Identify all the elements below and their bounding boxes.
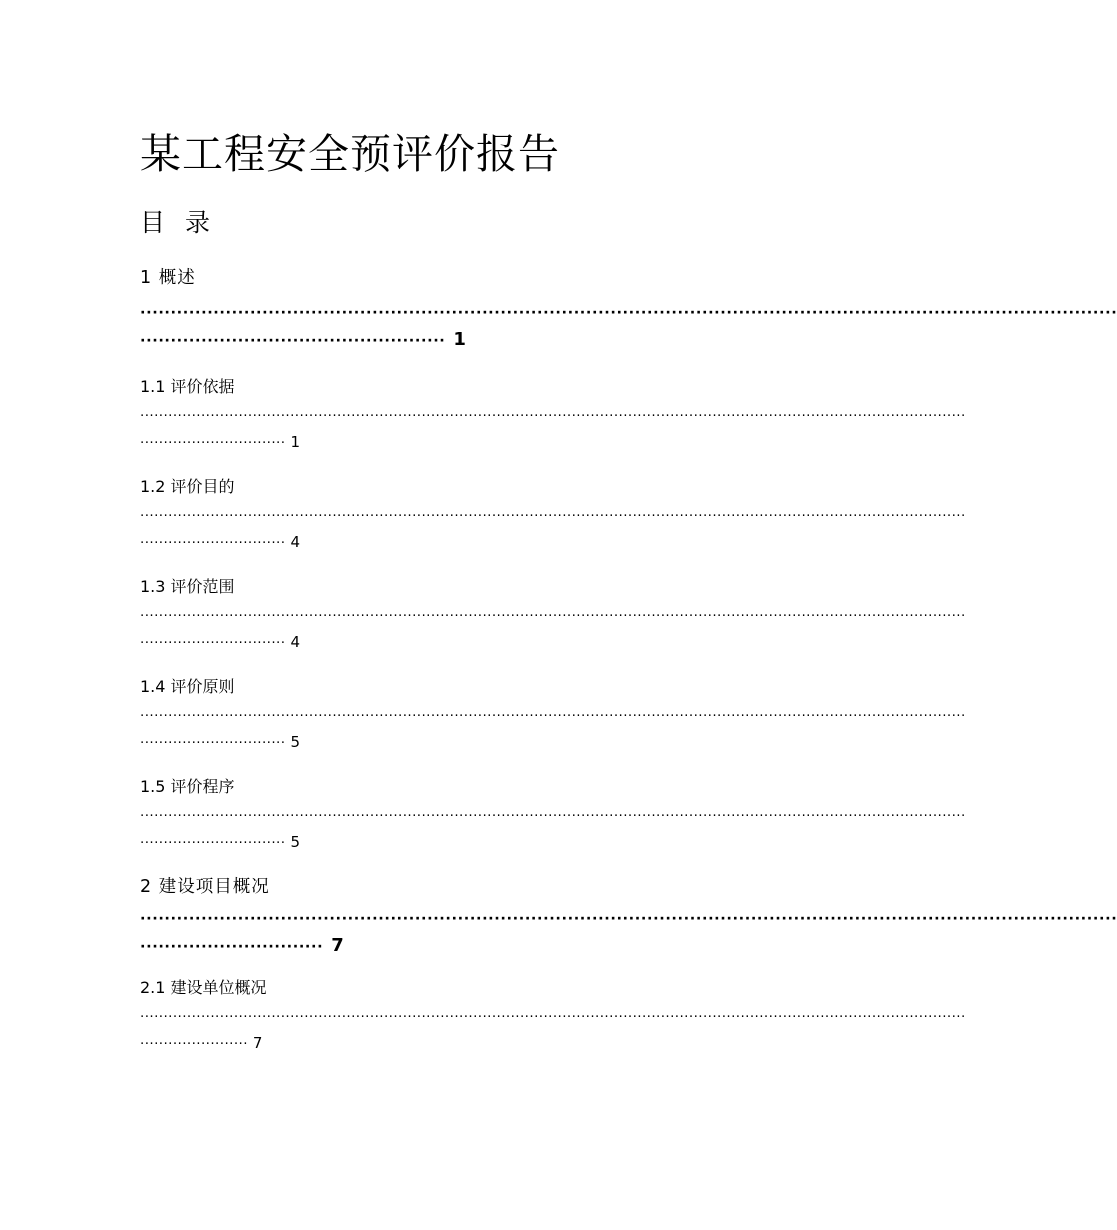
toc-entry[interactable] bbox=[140, 776, 966, 853]
toc-page-number: 4 bbox=[290, 633, 300, 651]
toc-page-number: 1 bbox=[290, 433, 300, 451]
leader-dots: ················································································································································································ bbox=[140, 508, 966, 524]
leader-dots-tail: ······························· 4 bbox=[140, 633, 300, 651]
leader-dots: ································································································································································ bbox=[140, 305, 1117, 321]
leader-dots-tail: ······························· 5 bbox=[140, 733, 300, 751]
leader-dots: ················································································································································································ bbox=[140, 408, 966, 424]
toc-entry-title[interactable]: 1.5 评价程序 bbox=[140, 777, 235, 796]
toc-page-number: 5 bbox=[290, 733, 300, 751]
leader-dots: ················································································································································································ bbox=[140, 708, 966, 724]
toc-entry-title[interactable]: 1.2 评价目的 bbox=[140, 477, 235, 496]
leader-dots-tail: ······························ 7 bbox=[140, 935, 344, 956]
toc-entry[interactable] bbox=[140, 676, 966, 753]
toc-page-number: 1 bbox=[453, 329, 466, 350]
toc-page-number: 7 bbox=[252, 1034, 263, 1052]
leader-dots-tail: ·················································· 1 bbox=[140, 329, 466, 350]
toc-entry-title[interactable]: 2.1 建设单位概况 bbox=[140, 978, 267, 997]
leader-dots: ································································································································································ bbox=[140, 911, 1117, 927]
toc-entry-title[interactable]: 1.4 评价原则 bbox=[140, 677, 235, 696]
leader-dots: ················································································································································································ bbox=[140, 1009, 966, 1025]
leader-dots-tail: ······················· 7 bbox=[140, 1034, 263, 1052]
leader-dots: ················································································································································································ bbox=[140, 808, 966, 824]
toc-page-number: 4 bbox=[290, 533, 300, 551]
document-page bbox=[140, 0, 1117, 1230]
toc-entry[interactable] bbox=[140, 875, 1117, 959]
toc-entry[interactable] bbox=[140, 266, 1117, 353]
toc-entry-title[interactable]: 1.1 评价依据 bbox=[140, 377, 235, 396]
toc-entry[interactable] bbox=[140, 476, 966, 553]
leader-dots-tail: ······························· 4 bbox=[140, 533, 300, 551]
toc-page-number: 7 bbox=[331, 935, 344, 956]
toc-entry-title[interactable]: 2 建设项目概况 bbox=[140, 877, 270, 897]
document-title: 某工程安全预评价报告 bbox=[140, 130, 560, 178]
leader-dots-tail: ······························· 5 bbox=[140, 833, 300, 851]
toc-entry[interactable] bbox=[140, 576, 966, 653]
leader-dots: ················································································································································································ bbox=[140, 608, 966, 624]
toc-entry[interactable] bbox=[140, 376, 966, 453]
leader-dots-tail: ······························· 1 bbox=[140, 433, 300, 451]
toc-entry-title[interactable]: 1.3 评价范围 bbox=[140, 577, 235, 596]
toc-entry-title[interactable]: 1 概述 bbox=[140, 268, 196, 288]
toc-entry[interactable] bbox=[140, 977, 966, 1054]
toc-heading: 目 录 bbox=[140, 208, 216, 237]
toc-page-number: 5 bbox=[290, 833, 300, 851]
